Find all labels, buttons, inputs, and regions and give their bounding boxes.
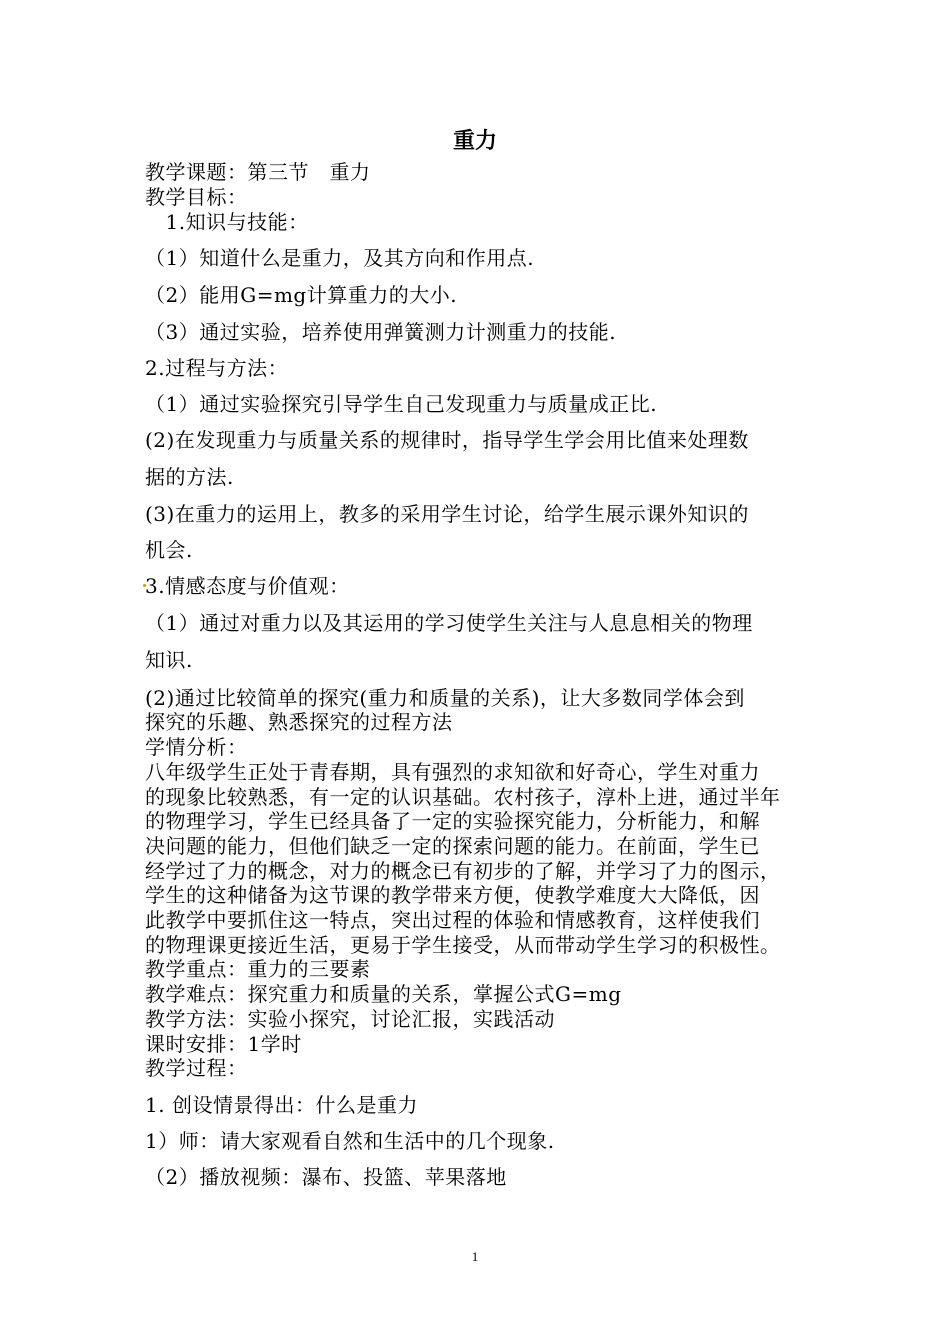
text-line: 2.过程与方法： bbox=[145, 356, 289, 380]
text-line: 的现象比较熟悉，有一定的认识基础。农村孩子，淳朴上进，通过半年 bbox=[145, 785, 781, 809]
text-line: 机会. bbox=[145, 538, 193, 562]
text-line: （1）知道什么是重力，及其方向和作用点. bbox=[145, 246, 535, 270]
text-line: 八年级学生正处于青春期，具有强烈的求知欲和好奇心，学生对重力 bbox=[145, 760, 760, 784]
text-line: 据的方法. bbox=[145, 465, 234, 489]
text-line: 学情分析： bbox=[145, 735, 248, 759]
page-number: 1 bbox=[471, 1249, 479, 1264]
text-line: （2）播放视频：瀑布、投篮、苹果落地 bbox=[145, 1165, 507, 1189]
text-line: 知识. bbox=[145, 648, 193, 672]
text-line: 教学重点：重力的三要素 bbox=[145, 957, 371, 981]
text-line: (2)通过比较简单的探究(重力和质量的关系)，让大多数同学体会到 bbox=[145, 686, 745, 710]
text-line: （2）能用G=mg计算重力的大小. bbox=[145, 283, 458, 307]
text-line: 教学方法：实验小探究，讨论汇报，实践活动 bbox=[145, 1007, 555, 1031]
text-line: （1）通过对重力以及其运用的学习使学生关注与人息息相关的物理 bbox=[145, 611, 753, 635]
text-line: 的物理课更接近生活，更易于学生接受，从而带动学生学习的积极性。 bbox=[145, 933, 781, 957]
text-line: 学生的这种储备为这节课的教学带来方便，使教学难度大大降低，因 bbox=[145, 883, 760, 907]
text-line: 教学难点：探究重力和质量的关系，掌握公式G=mg bbox=[145, 982, 622, 1006]
text-line: 此教学中要抓住这一特点，突出过程的体验和情感教育，这样使我们 bbox=[145, 908, 760, 932]
text-line: 3.情感态度与价值观： bbox=[145, 574, 350, 598]
text-line: 教学目标： bbox=[145, 185, 248, 209]
text-line: 的物理学习，学生已经具备了一定的实验探究能力，分析能力，和解 bbox=[145, 809, 760, 833]
text-line: 决问题的能力，但他们缺乏一定的探索问题的能力。在前面，学生已 bbox=[145, 834, 760, 858]
text-line: 1）师：请大家观看自然和生活中的几个现象. bbox=[145, 1129, 555, 1153]
text-line: (3)在重力的运用上，教多的采用学生讨论，给学生展示课外知识的 bbox=[145, 502, 749, 526]
text-line: 课时安排：1学时 bbox=[145, 1032, 302, 1056]
text-line: 1.知识与技能： bbox=[145, 210, 309, 234]
text-line: （3）通过实验，培养使用弹簧测力计测重力的技能. bbox=[145, 320, 617, 344]
text-line: （1）通过实验探究引导学生自己发现重力与质量成正比. bbox=[145, 392, 658, 416]
document-title: 重力 bbox=[452, 129, 497, 154]
text-line: 1. 创设情景得出：什么是重力 bbox=[145, 1093, 418, 1117]
text-line: 经学过了力的概念，对力的概念已有初步的了解，并学习了力的图示， bbox=[145, 859, 781, 883]
text-line: (2)在发现重力与质量关系的规律时，指导学生学会用比值来处理数 bbox=[145, 428, 749, 452]
text-line: 探究的乐趣、熟悉探究的过程方法 bbox=[145, 710, 453, 734]
text-line: 教学课题：第三节 重力 bbox=[145, 160, 371, 184]
text-line: 教学过程： bbox=[145, 1056, 248, 1080]
